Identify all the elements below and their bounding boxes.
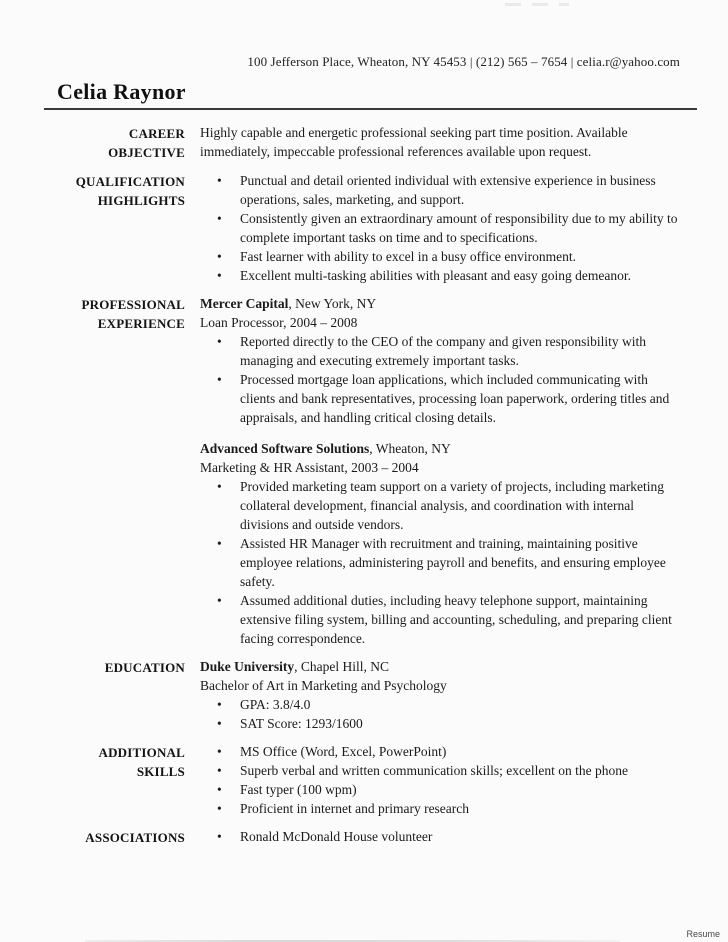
associations-bullet-list <box>200 827 684 846</box>
section-label-line: QUALIFICATION <box>75 174 185 189</box>
resume-body <box>0 123 728 847</box>
section-label-education <box>0 657 185 677</box>
section-label-line: EDUCATION <box>104 660 185 675</box>
education-school: Duke University <box>200 659 295 674</box>
job-entry-advanced-software-solutions <box>200 439 684 648</box>
education-school-line <box>200 657 684 676</box>
section-qualification-highlights <box>0 171 728 285</box>
section-label-line: ADDITIONAL <box>98 745 185 760</box>
skills-bullet-list <box>200 742 684 818</box>
section-label-line: EXPERIENCE <box>97 316 185 331</box>
section-professional-experience <box>0 294 728 648</box>
job-location: , New York, NY <box>288 296 377 311</box>
bullet-item: • Superb verbal and written communication skills; excellent on the phone <box>200 761 680 780</box>
section-label-line: SKILLS <box>136 764 185 779</box>
section-label-additional-skills <box>0 742 185 781</box>
section-label-line: PROFESSIONAL <box>81 297 185 312</box>
bullet-item: • Provided marketing team support on a variety of projects, including marketing collateral development, financial analysis, and coordination with internal divisions and outside vendors. <box>200 477 680 534</box>
section-education <box>0 657 728 733</box>
job-bullet-list <box>200 332 684 427</box>
bullet-item: • Proficient in internet and primary research <box>200 799 680 818</box>
bullet-item: • SAT Score: 1293/1600 <box>200 714 680 733</box>
job-entry-mercer-capital <box>200 294 684 427</box>
scan-artifact-top <box>505 3 569 6</box>
section-label-line: HIGHLIGHTS <box>97 193 185 208</box>
header-rule <box>44 108 697 110</box>
section-label-associations <box>0 827 185 847</box>
section-label-professional-experience <box>0 294 185 333</box>
section-additional-skills <box>0 742 728 818</box>
bullet-item: • Reported directly to the CEO of the company and given responsibility with managing and executing extremely important tasks. <box>200 332 680 370</box>
qualification-bullet-list <box>200 171 684 285</box>
bullet-item: • Excellent multi-tasking abilities with pleasant and easy going demeanor. <box>200 266 680 285</box>
bullet-item: • Processed mortgage loan applications, which included communicating with clients and bank representatives, processing loan paperwork, ordering titles and appraisals, and handling critical closing details. <box>200 370 680 427</box>
resume-name: Celia Raynor <box>57 79 186 104</box>
section-label-career-objective <box>0 123 185 162</box>
job-company-line <box>200 294 684 313</box>
qualification-highlights-content <box>200 171 684 285</box>
additional-skills-content <box>200 742 684 818</box>
section-associations <box>0 827 728 847</box>
bullet-item: • Ronald McDonald House volunteer <box>200 827 680 846</box>
professional-experience-content <box>200 294 684 648</box>
bullet-item: • Fast typer (100 wpm) <box>200 780 680 799</box>
career-objective-text: Highly capable and energetic professional seeking part time position. Available immediately, impeccable professional references available upon request. <box>200 125 628 159</box>
section-label-qualification-highlights <box>0 171 185 210</box>
bullet-item: • Punctual and detail oriented individual with extensive experience in business operations, sales, marketing, and support. <box>200 171 680 209</box>
job-company: Advanced Software Solutions <box>200 441 370 456</box>
section-label-line: ASSOCIATIONS <box>85 830 185 845</box>
associations-content <box>200 827 684 846</box>
contact-line: 100 Jefferson Place, Wheaton, NY 45453 | (212) 565 – 7654 | celia.r@yahoo.com <box>247 54 680 69</box>
section-career-objective <box>0 123 728 162</box>
bullet-item: • Assisted HR Manager with recruitment and training, maintaining positive employee relations, administering payroll and benefits, and ensuring employee safety. <box>200 534 680 591</box>
career-objective-content <box>200 123 684 161</box>
footer-watermark: Resume <box>686 929 720 939</box>
bullet-item: • Fast learner with ability to excel in a busy office environment. <box>200 247 680 266</box>
education-bullet-list <box>200 695 684 733</box>
job-role-line: Marketing & HR Assistant, 2003 – 2004 <box>200 460 419 475</box>
education-location: , Chapel Hill, NC <box>294 659 389 674</box>
education-content <box>200 657 684 733</box>
section-label-line: CAREER <box>128 126 185 141</box>
bullet-item: • Consistently given an extraordinary amount of responsibility due to my ability to complete important tasks on time and to specifications. <box>200 209 680 247</box>
job-bullet-list <box>200 477 684 648</box>
job-company: Mercer Capital <box>200 296 289 311</box>
section-label-line: OBJECTIVE <box>108 145 185 160</box>
bullet-item: • Assumed additional duties, including heavy telephone support, maintaining extensive filing system, billing and accounting, scheduling, and preparing client facing correspondence. <box>200 591 680 648</box>
bullet-item: • GPA: 3.8/4.0 <box>200 695 680 714</box>
job-role-line: Loan Processor, 2004 – 2008 <box>200 315 358 330</box>
bullet-item: • MS Office (Word, Excel, PowerPoint) <box>200 742 680 761</box>
job-company-line <box>200 439 684 458</box>
job-location: , Wheaton, NY <box>369 441 451 456</box>
education-degree-line: Bachelor of Art in Marketing and Psychology <box>200 678 447 693</box>
